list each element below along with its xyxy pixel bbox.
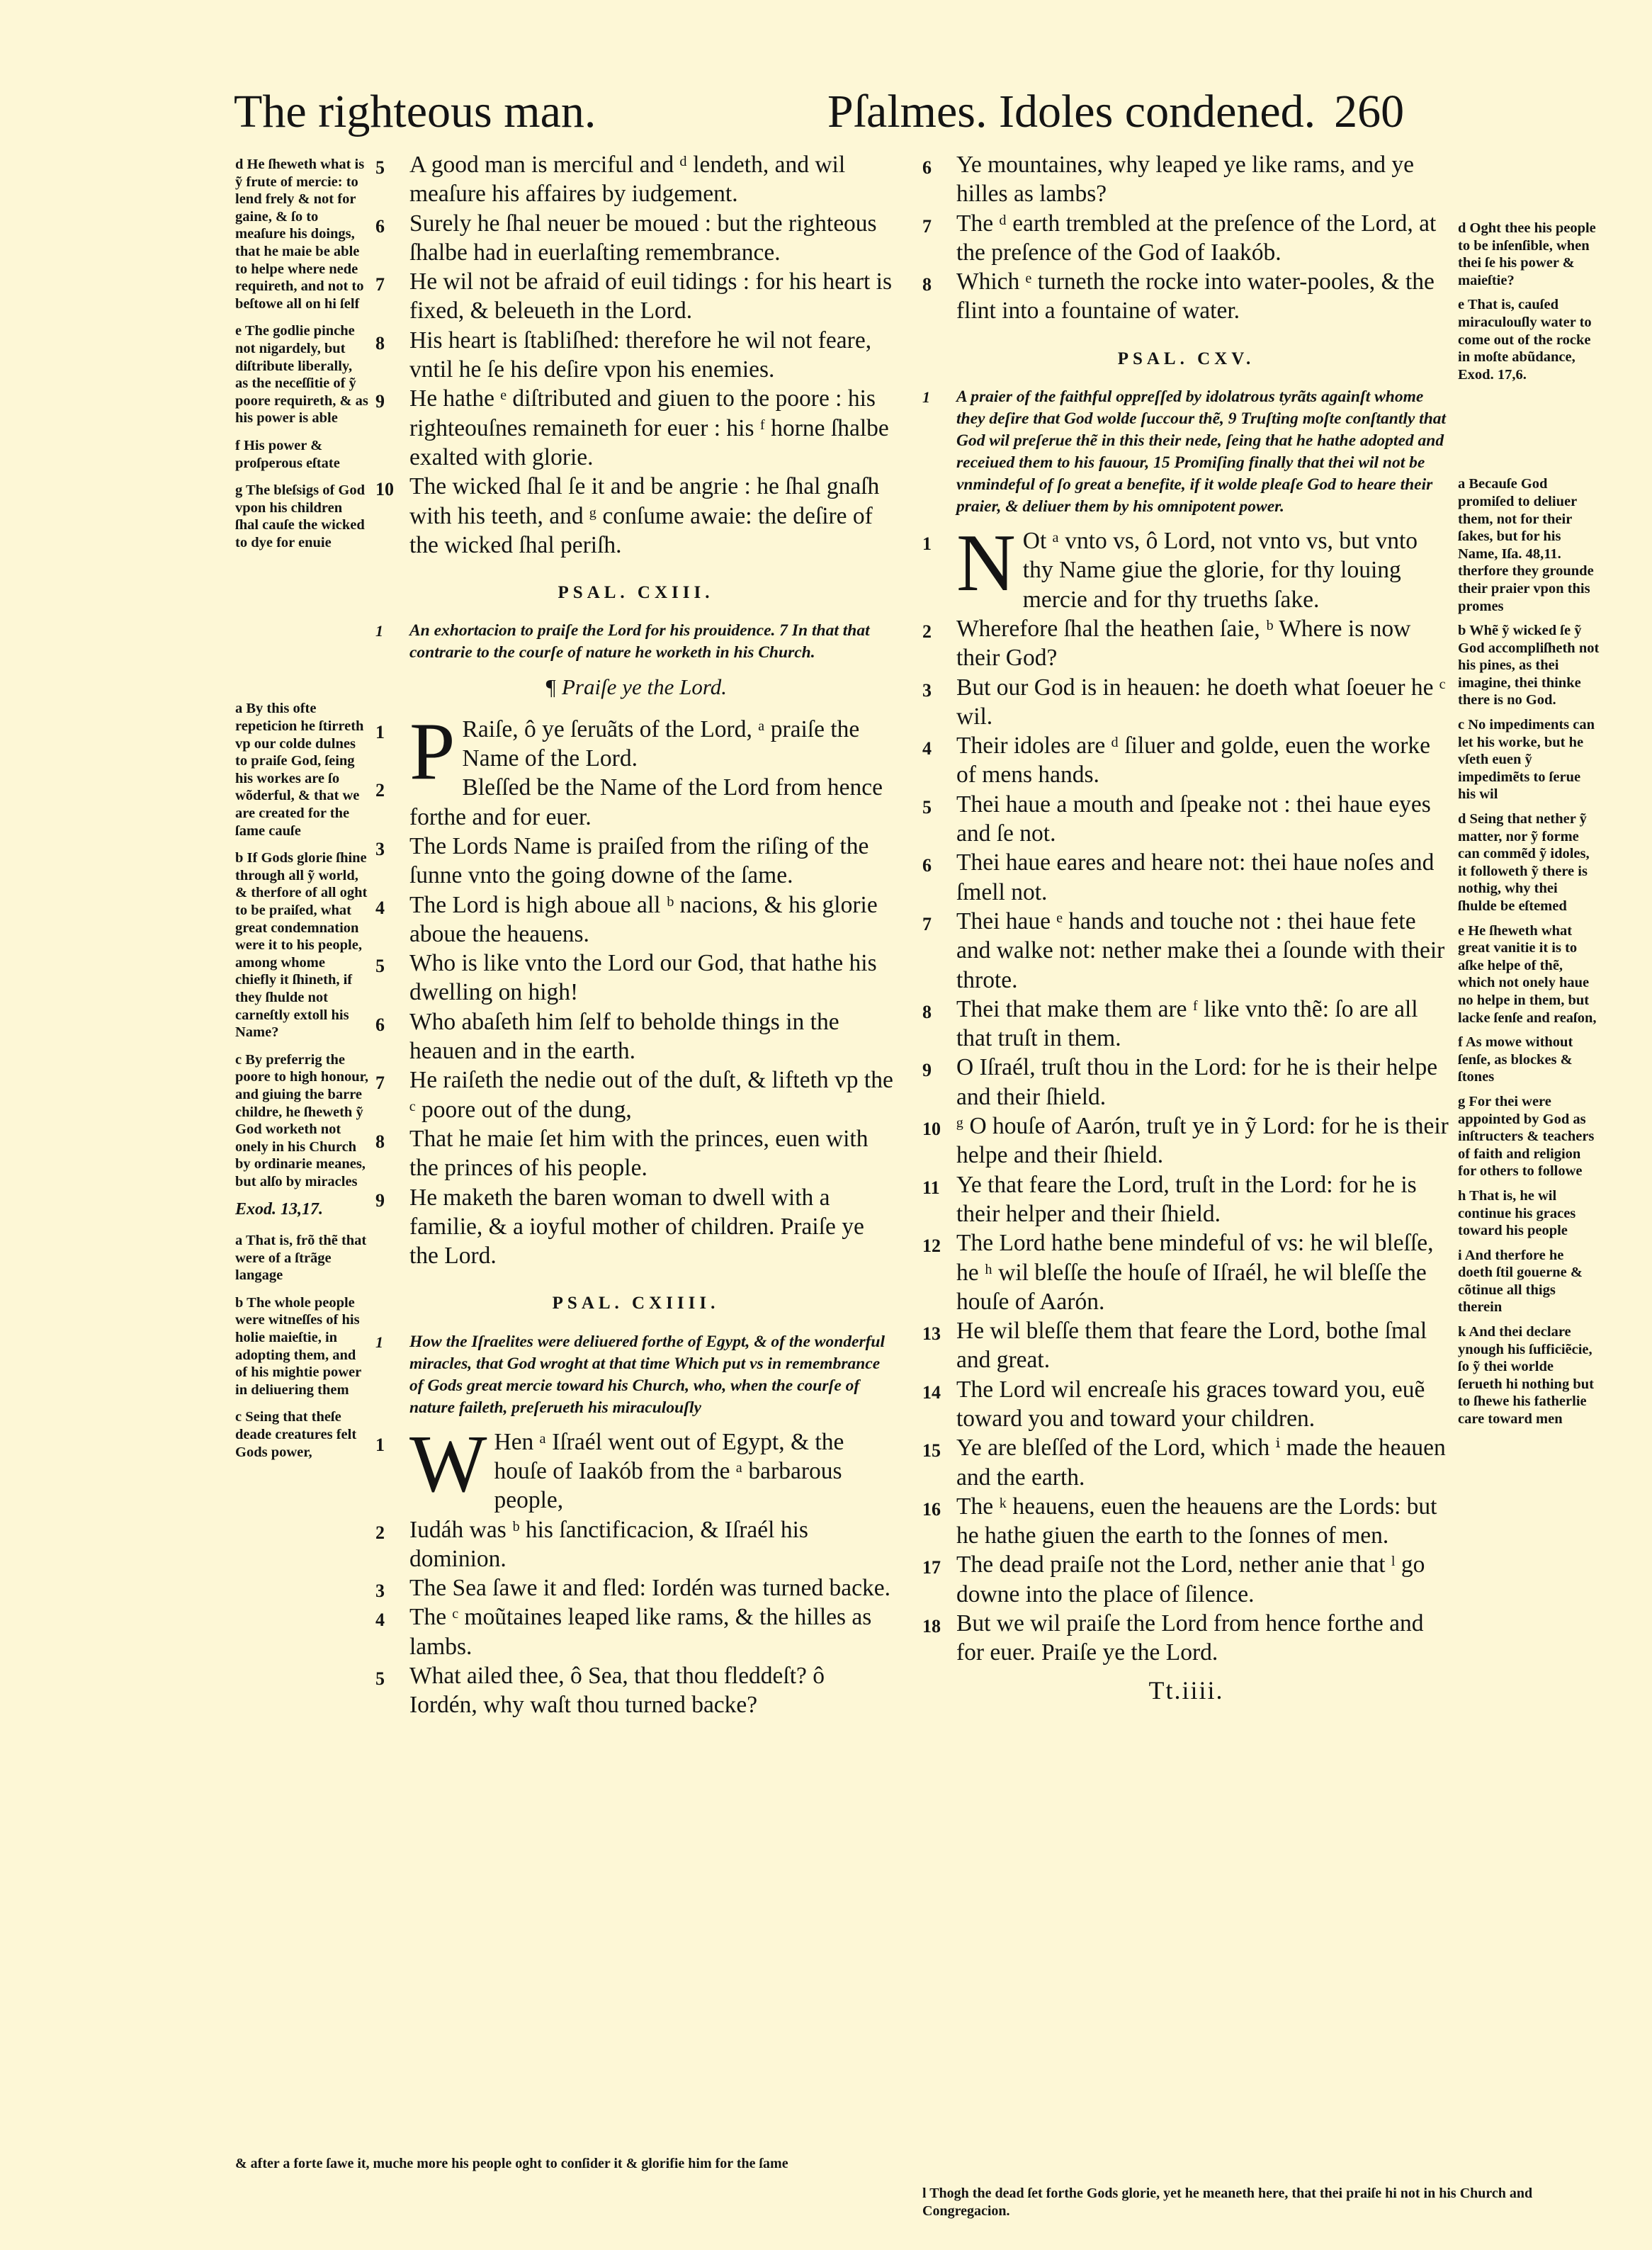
- verse-text: The Sea ſawe it and fled: Iordén was turned backe.: [409, 1575, 891, 1602]
- argument-text: A praier of the faithful oppreſſed by idolatrous tyrãts againſt whome they deſire that God wolde ſuccour thẽ, 9 Truſting moſte conſtantly that God wil preſerue thẽ in this their nede, ſeing that he hathe adopted and receiued them to his fauour, 15 Promiſing finally that thei wil not be vnmindeful of ſo great a benefite, if it wolde pleaſe God to heare their praier, & deliuer them by his omnipotent power.: [956, 388, 1447, 516]
- verse: [922, 1609, 1450, 1668]
- verse: [922, 518, 1450, 614]
- verse: [375, 949, 896, 1007]
- verse: [922, 1170, 1450, 1229]
- verse: [375, 1007, 896, 1066]
- verse-number: 17: [922, 1557, 941, 1578]
- verse-number: 5: [375, 1668, 385, 1690]
- verse-text: He raiſeth the nedie out of the duſt, & lifteth vp the ᶜ poore out of the dung,: [409, 1067, 893, 1123]
- right-marginal-notes: [1458, 220, 1600, 1435]
- margin-note: h That is, he wil continue his graces toward his people: [1458, 1187, 1576, 1239]
- verse: [375, 1183, 896, 1271]
- verse-text: Their idoles are ᵈ ſiluer and golde, euen the worke of mens hands.: [956, 733, 1431, 788]
- verse-text: Ot ᵃ vnto vs, ô Lord, not vnto vs, but vnto thy Name giue the glorie, for thy louing mercie and for thy trueths ſake.: [1022, 528, 1418, 613]
- margin-note: g The bleſsigs of God vpon his children ſhal cauſe the wicked to dye for enuie: [235, 482, 366, 550]
- argument-text: An exhortacion to praiſe the Lord for his prouidence. 7 In that that contrarie to the courſe of nature he worketh in his Church.: [409, 621, 870, 662]
- footnote-continuation-right: l Thogh the dead ſet forthe Gods glorie, yet he meaneth here, that thei praiſe hi not in his Church and Congregacion.: [922, 2186, 1533, 2219]
- verse-text: The ᵈ earth trembled at the preſence of the Lord, at the preſence of the God of Iaakób.: [956, 210, 1437, 266]
- margin-note: i And therfore he doeth ſtil gouerne & cõtinue all thigs therein: [1458, 1247, 1583, 1316]
- verse: [375, 1573, 896, 1602]
- verse-text: The Lord is high aboue all ᵇ nacions, & his glorie aboue the heauens.: [409, 891, 878, 947]
- verse-text: He maketh the baren woman to dwell with a familie, & a ioyful mother of children. Praiſe ye the Lord.: [409, 1184, 864, 1270]
- verse: [922, 1228, 1450, 1316]
- verse-number: 4: [375, 897, 385, 918]
- text-column-left: [375, 150, 896, 1720]
- verse-text: Ye mountaines, why leaped ye like rams, and ye hilles as lambs?: [956, 152, 1414, 208]
- verse-number: 5: [375, 956, 385, 977]
- drop-cap: P: [409, 706, 456, 797]
- verse: [375, 267, 896, 326]
- verse-text: ᵍ O houſe of Aarón, truſt ye in ỹ Lord: for he is their helpe and their ſhield.: [956, 1113, 1449, 1169]
- verse: [922, 848, 1450, 907]
- verse-number: 7: [922, 913, 932, 934]
- verse-number: 2: [375, 1522, 385, 1543]
- running-head-left: The righteous man.: [234, 86, 596, 137]
- margin-note: a By this ofte repeticion he ſtirreth vp our colde dulnes to praiſe God, ſeing his workes are ſo wõderful, & that we are created for the ſame cauſe: [235, 701, 364, 839]
- verse: [922, 1053, 1450, 1112]
- verse-number: 7: [922, 215, 932, 237]
- verse-number: 5: [375, 157, 385, 178]
- verse-text: Raiſe, ô ye ſeruãts of the Lord, ᵃ praiſe the Name of the Lord.: [462, 716, 860, 772]
- psalm-argument: [922, 386, 1450, 518]
- text-column-right: [922, 150, 1450, 1705]
- verse-number: 8: [375, 1131, 385, 1152]
- verse: [375, 472, 896, 560]
- verse-number: 1: [375, 721, 385, 742]
- verse-text: But our God is in heauen: he doeth what ſoeuer he ᶜ wil.: [956, 674, 1446, 730]
- verse-text: Who abaſeth him ſelf to beholde things in the heauen and in the earth.: [409, 1008, 839, 1065]
- verse: [375, 384, 896, 472]
- verse-text: That he maie ſet him with the princes, euen with the princes of his people.: [409, 1125, 869, 1182]
- margin-note: c No impediments can let his worke, but he vſeth euen ỹ impedimẽts to ſerue his wil: [1458, 717, 1595, 803]
- margin-note: e He ſheweth what great vanitie it is to aſke helpe of thẽ, which not onely haue no helpe in them, but lacke ſenſe and reaſon,: [1458, 922, 1597, 1026]
- verse: [922, 1316, 1450, 1375]
- verse-number: 8: [375, 332, 385, 354]
- verse-text: Iudáh was ᵇ his ſanctificacion, & Iſraél his dominion.: [409, 1516, 808, 1572]
- verse: [375, 891, 896, 949]
- verse: [922, 614, 1450, 673]
- verse-text: Surely he ſhal neuer be moued : but the righteous ſhalbe had in euerlaſting remembrance.: [409, 210, 877, 266]
- margin-note: d Seing that nether ỹ matter, nor ỹ forme can commẽd ỹ idoles, it followeth ỹ there is nothig, why thei ſhulde be eſtemed: [1458, 811, 1590, 914]
- margin-note: c Seing that theſe deade creatures felt Gods power,: [235, 1409, 357, 1460]
- psalm-heading: PSAL. CXIIII.: [552, 1294, 720, 1313]
- margin-note: e The godlie pinche not nigardely, but diſtribute liberally, as the neceſſitie of ỹ poore requireth, & as his power is able: [235, 323, 368, 426]
- verse: [375, 1602, 896, 1661]
- margin-note: b The whole people were witneſſes of his holie maieſtie, in adopting them, and of his mightie power in deliuering them: [235, 1294, 361, 1398]
- psalm-heading: PSAL. CXV.: [1117, 349, 1255, 368]
- verse: [375, 773, 896, 832]
- verse-number: 4: [922, 738, 932, 759]
- margin-note: e That is, cauſed miraculouſly water to come out of the rocke in moſte abũdance, Exod. 17,6.: [1458, 297, 1592, 383]
- verse: [922, 1112, 1450, 1170]
- verse-number: 6: [922, 157, 932, 178]
- verse-text: Bleſſed be the Name of the Lord from hence forthe and for euer.: [409, 774, 883, 830]
- left-marginal-notes: [235, 156, 368, 1471]
- footnote-continuation-left: & after a forte ſawe it, muche more his people oght to conſider it & glorifie him for the ſame: [235, 2156, 788, 2171]
- argument-number: 1: [375, 622, 383, 640]
- verse: [922, 150, 1450, 209]
- verse-text: He wil not be afraid of euil tidings : for his heart is fixed, & beleueth in the Lord.: [409, 268, 893, 324]
- praise-line: ¶ Praiſe ye the Lord.: [545, 674, 727, 700]
- running-head-right: [827, 84, 1404, 140]
- verse-text: Hen ᵃ Iſraél went out of Egypt, & the houſe of Iaakób from the ᵃ barbarous people,: [494, 1428, 844, 1514]
- verse-number: 9: [375, 391, 385, 412]
- verse: [375, 706, 896, 797]
- verse-text: Thei haue eares and heare not: thei haue noſes and ſmell not.: [956, 849, 1435, 905]
- verse: [375, 1515, 896, 1574]
- verse-text: Which ᵉ turneth the rocke into water-pooles, & the flint into a fountaine of water.: [956, 268, 1435, 324]
- argument-number: 1: [375, 1333, 383, 1351]
- verse: [922, 209, 1450, 268]
- verse-text: Ye are bleſſed of the Lord, which ⁱ made the heauen and the earth.: [956, 1435, 1446, 1491]
- argument-text: How the Iſraelites were deliuered forthe of Egypt, & of the wonderful miracles, that God wroght at that time Which put vs in remembrance of Gods great mercie toward his Church, who, when the courſe of nature faileth, preſerueth his miraculouſly: [409, 1332, 886, 1417]
- verse-number: 9: [375, 1189, 385, 1211]
- drop-cap: N: [956, 518, 1016, 609]
- verse-number: 9: [922, 1060, 932, 1081]
- verse-text: The wicked ſhal ſe it and be angrie : he ſhal gnaſh with his teeth, and ᵍ conſume awaie: the deſire of the wicked ſhal periſh.: [409, 473, 880, 558]
- verse-number: 3: [375, 838, 385, 859]
- verse: [375, 326, 896, 385]
- folio-number: 260: [1334, 86, 1405, 137]
- verse-number: 6: [922, 855, 932, 876]
- argument-number: 1: [922, 388, 930, 407]
- verse: [922, 1433, 1450, 1492]
- margin-cross-reference: Exod. 13,17.: [235, 1199, 324, 1219]
- verse-number: 7: [375, 274, 385, 295]
- verse: [375, 1418, 896, 1515]
- margin-note: g For thei were appointed by God as inſtructers & teachers of faith and religion for others to followe: [1458, 1093, 1595, 1180]
- margin-note: k And thei declare ynough his ſufficiẽcie, ſo ỹ thei worlde ſerueth hi nothing but to ſhewe his fatherlie care toward men: [1458, 1324, 1594, 1428]
- verse-text: The Lords Name is praiſed from the riſing of the ſunne vnto the going downe of the ſame.: [409, 832, 869, 889]
- verse-number: 18: [922, 1616, 941, 1637]
- verse-text: A good man is merciful and ᵈ lendeth, and wil meaſure his affaires by iudgement.: [409, 152, 846, 208]
- verse-number: 10: [375, 479, 394, 500]
- verse-text: Ye that feare the Lord, truſt in the Lord: for he is their helper and their ſhield.: [956, 1171, 1417, 1227]
- verse-number: 5: [922, 796, 932, 818]
- verse-number: 11: [922, 1177, 940, 1198]
- verse-text: The ᶜ moũtaines leaped like rams, & the hilles as lambs.: [409, 1604, 872, 1660]
- verse-number: 15: [922, 1440, 941, 1462]
- verse-text: Thei that make them are ᶠ like vnto thẽ: ſo are all that truſt in them.: [956, 995, 1418, 1052]
- psalm-argument: [375, 1331, 896, 1419]
- margin-note: d He ſheweth what is ỹ frute of mercie: to lend frely & not for gaine, & ſo to meaſure his doings, that he maie be able to helpe where nede requireth, and not to beſtowe all on hi ſelf: [235, 157, 365, 312]
- margin-note: c By preferrig the poore to high honour, and giuing the barre childre, he ſheweth ỹ God worketh not onely in his Church by ordinarie meanes, but alſo by miracles: [235, 1051, 368, 1189]
- margin-note: b Whẽ ỹ wicked ſe ỹ God accompliſheth not his pines, as thei imagine, thei thinke there is no God.: [1458, 623, 1600, 708]
- verse: [922, 1550, 1450, 1609]
- verse: [375, 1065, 896, 1124]
- verse-text: The Lord hathe bene mindeful of vs: he wil bleſſe, he ʰ wil bleſſe the houſe of Iſraél, he wil bleſſe the houſe of Aarón.: [956, 1230, 1434, 1315]
- verse-text: He wil bleſſe them that feare the Lord, bothe ſmal and great.: [956, 1318, 1427, 1374]
- verse: [375, 1661, 896, 1720]
- verse-text: But we wil praiſe the Lord from hence forthe and for euer. Praiſe ye the Lord.: [956, 1610, 1424, 1666]
- verse-text: The Lord wil encreaſe his graces toward you, euẽ toward you and toward your children.: [956, 1376, 1425, 1432]
- verse: [922, 1375, 1450, 1434]
- signature-mark: Tt.iiii.: [1148, 1675, 1224, 1705]
- verse-number: 12: [922, 1236, 941, 1257]
- margin-note: f His power & proſperous eſtate: [235, 437, 340, 471]
- verse-number: 10: [922, 1119, 941, 1140]
- verse-text: The ᵏ heauens, euen the heauens are the Lords: but he hathe giuen the earth to the ſonnes of men.: [956, 1493, 1437, 1549]
- verse: [375, 209, 896, 268]
- verse: [375, 1124, 896, 1183]
- verse: [922, 995, 1450, 1053]
- verse-number: 7: [375, 1073, 385, 1094]
- margin-note: a That is, frõ thẽ that were of a ſtrãge langage: [235, 1233, 367, 1284]
- verse-number: 1: [375, 1434, 385, 1455]
- drop-cap: W: [409, 1418, 487, 1510]
- verse-text: Thei haue a mouth and ſpeake not : thei haue eyes and ſe not.: [956, 791, 1431, 847]
- verse-number: 14: [922, 1381, 941, 1403]
- verse-text: O Iſraél, truſt thou in the Lord: for he is their helpe and their ſhield.: [956, 1054, 1438, 1110]
- verse-text: The dead praiſe not the Lord, nether anie that ˡ go downe into the place of ſilence.: [956, 1551, 1425, 1607]
- verse: [375, 150, 896, 209]
- verse: [375, 832, 896, 891]
- verse-number: 3: [375, 1581, 385, 1602]
- psalm-argument: [375, 620, 896, 664]
- verse: [922, 790, 1450, 849]
- verse: [922, 1492, 1450, 1551]
- verse-number: 3: [922, 679, 932, 701]
- verse: [922, 907, 1450, 995]
- verse-number: 8: [922, 1001, 932, 1022]
- verse-number: 16: [922, 1498, 941, 1520]
- verse-number: 2: [375, 780, 385, 801]
- verse-number: 13: [922, 1323, 941, 1345]
- verse-text: What ailed thee, ô Sea, that thou fleddeſt? ô Iordén, why waſt thou turned backe?: [409, 1663, 825, 1719]
- margin-note: a Becauſe God promiſed to deliuer them, not for their ſakes, but for his Name, Iſa. 48,11. therfore they grounde their praier vpon this promes: [1458, 476, 1594, 614]
- verse-text: He hathe ᵉ diſtributed and giuen to the poore : his righteouſnes remaineth for euer : his ᶠ horne ſhalbe exalted with glorie.: [409, 385, 889, 470]
- psalm-heading: PSAL. CXIII.: [558, 583, 714, 603]
- margin-note: f As mowe without ſenſe, as blockes & ſtones: [1458, 1034, 1573, 1085]
- margin-note: d Oght thee his people to be inſenſible, when thei ſe his power & maieſtie?: [1458, 220, 1596, 288]
- margin-note: b If Gods glorie ſhine through all ỹ world, & therfore of all oght to be praiſed, what great condemnation were it to his people, among whome chiefly it ſhineth, if they ſhulde not carneſtly extoll his Name?: [235, 850, 368, 1041]
- verse-number: 1: [922, 533, 932, 555]
- verse-number: 8: [922, 274, 932, 295]
- verse-number: 2: [922, 621, 932, 642]
- verse-number: 6: [375, 1014, 385, 1035]
- verse-text: Who is like vnto the Lord our God, that hathe his dwelling on high!: [409, 950, 877, 1006]
- verse: [922, 267, 1450, 326]
- verse: [922, 731, 1450, 790]
- running-head-title: Pſalmes. Idoles condened.: [827, 86, 1316, 137]
- verse-text: Wherefore ſhal the heathen ſaie, ᵇ Where is now their God?: [956, 615, 1411, 672]
- verse-text: Thei haue ᵉ hands and touche not : thei haue fete and walke not: nether make thei a ſounde with their throte.: [956, 908, 1445, 993]
- verse-text: His heart is ſtabliſhed: therefore he wil not feare, vntil he ſe his deſire vpon his enemies.: [409, 327, 872, 383]
- verse-number: 6: [375, 215, 385, 237]
- verse: [922, 673, 1450, 732]
- verse-number: 4: [375, 1610, 385, 1631]
